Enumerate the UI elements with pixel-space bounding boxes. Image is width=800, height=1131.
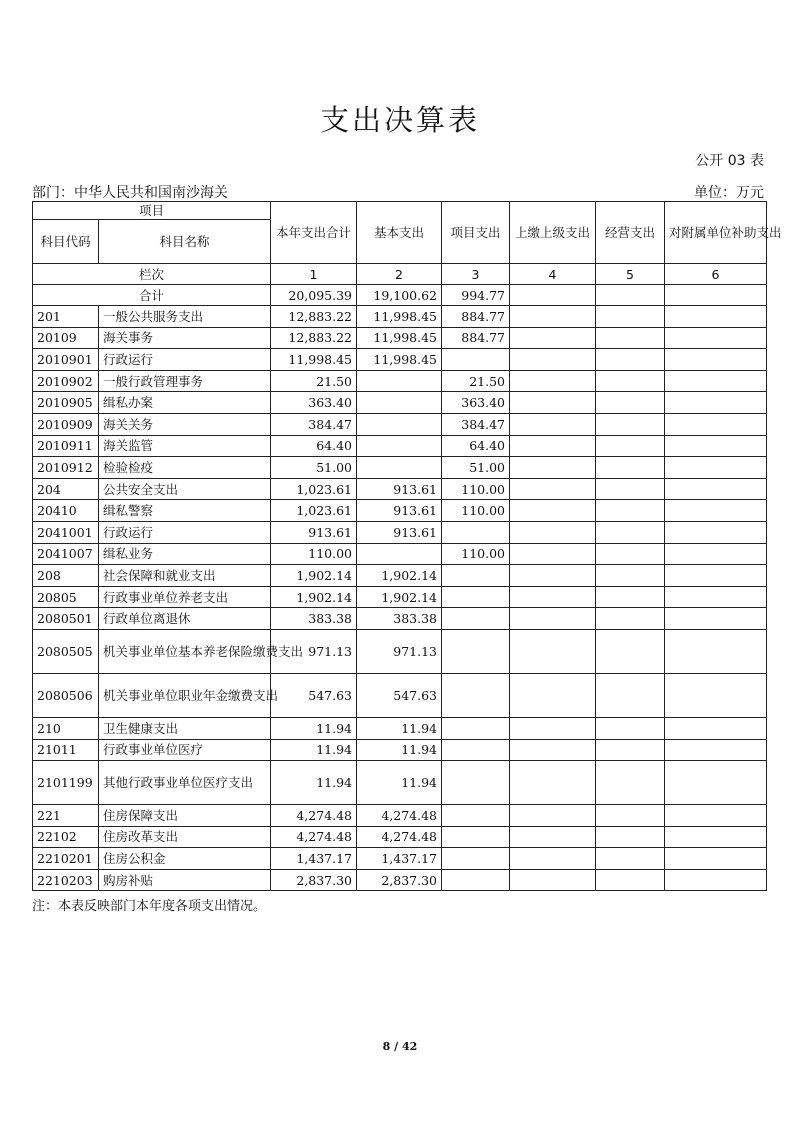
summary-basic: 19,100.62 bbox=[357, 285, 442, 306]
row-subsidy bbox=[665, 543, 767, 565]
row-code: 2010909 bbox=[33, 413, 99, 435]
column-number-row bbox=[33, 264, 767, 285]
row-code: 2210203 bbox=[33, 869, 99, 891]
row-project: 363.40 bbox=[442, 392, 510, 414]
row-project bbox=[442, 586, 510, 608]
row-project: 110.00 bbox=[442, 500, 510, 522]
row-basic: 11.94 bbox=[357, 761, 442, 805]
row-operating bbox=[596, 805, 665, 827]
row-operating bbox=[596, 370, 665, 392]
row-basic: 383.38 bbox=[357, 608, 442, 630]
row-upper bbox=[510, 457, 596, 479]
row-operating bbox=[596, 478, 665, 500]
row-name: 一般公共服务支出 bbox=[99, 306, 271, 328]
row-subsidy bbox=[665, 306, 767, 328]
header-total: 本年支出合计 bbox=[271, 202, 357, 264]
table-row bbox=[33, 848, 767, 870]
row-total: 1,023.61 bbox=[271, 478, 357, 500]
page-number: 8 / 42 bbox=[382, 1040, 418, 1053]
row-basic: 4,274.48 bbox=[357, 826, 442, 848]
row-code: 201 bbox=[33, 306, 99, 328]
row-operating bbox=[596, 435, 665, 457]
row-upper bbox=[510, 349, 596, 371]
row-project bbox=[442, 565, 510, 587]
row-subsidy bbox=[665, 869, 767, 891]
row-upper bbox=[510, 629, 596, 673]
row-subsidy bbox=[665, 761, 767, 805]
row-operating bbox=[596, 392, 665, 414]
row-subsidy bbox=[665, 629, 767, 673]
row-basic: 1,437.17 bbox=[357, 848, 442, 870]
row-total: 1,902.14 bbox=[271, 586, 357, 608]
row-name: 其他行政事业单位医疗支出 bbox=[99, 761, 271, 805]
row-name: 海关关务 bbox=[99, 413, 271, 435]
row-project: 110.00 bbox=[442, 543, 510, 565]
summary-subsidy bbox=[665, 285, 767, 306]
row-name: 一般行政管理事务 bbox=[99, 370, 271, 392]
row-code: 2010901 bbox=[33, 349, 99, 371]
row-operating bbox=[596, 306, 665, 328]
row-basic: 913.61 bbox=[357, 521, 442, 543]
row-total: 2,837.30 bbox=[271, 869, 357, 891]
row-operating bbox=[596, 848, 665, 870]
header-project: 项目支出 bbox=[442, 202, 510, 264]
row-name: 社会保障和就业支出 bbox=[99, 565, 271, 587]
row-subsidy bbox=[665, 848, 767, 870]
col-num: 1 bbox=[271, 264, 357, 285]
row-upper bbox=[510, 435, 596, 457]
row-code: 2010905 bbox=[33, 392, 99, 414]
row-project bbox=[442, 349, 510, 371]
table-row bbox=[33, 349, 767, 371]
row-code: 20410 bbox=[33, 500, 99, 522]
row-subsidy bbox=[665, 500, 767, 522]
row-total: 11,998.45 bbox=[271, 349, 357, 371]
table-row bbox=[33, 521, 767, 543]
row-upper bbox=[510, 608, 596, 630]
table-row bbox=[33, 586, 767, 608]
row-basic bbox=[357, 543, 442, 565]
row-name: 海关监管 bbox=[99, 435, 271, 457]
col-num: 4 bbox=[510, 264, 596, 285]
summary-operating bbox=[596, 285, 665, 306]
row-upper bbox=[510, 565, 596, 587]
table-row bbox=[33, 478, 767, 500]
summary-total: 20,095.39 bbox=[271, 285, 357, 306]
row-basic: 547.63 bbox=[357, 673, 442, 717]
row-code: 210 bbox=[33, 717, 99, 739]
row-operating bbox=[596, 521, 665, 543]
row-name: 机关事业单位职业年金缴费支出 bbox=[99, 673, 271, 717]
table-row bbox=[33, 370, 767, 392]
row-name: 行政运行 bbox=[99, 349, 271, 371]
header-name: 科目名称 bbox=[99, 220, 271, 264]
row-code: 2080505 bbox=[33, 629, 99, 673]
row-operating bbox=[596, 457, 665, 479]
row-total: 21.50 bbox=[271, 370, 357, 392]
row-code: 20109 bbox=[33, 327, 99, 349]
row-basic bbox=[357, 370, 442, 392]
row-code: 208 bbox=[33, 565, 99, 587]
row-upper bbox=[510, 848, 596, 870]
row-basic bbox=[357, 392, 442, 414]
row-operating bbox=[596, 565, 665, 587]
row-subsidy bbox=[665, 739, 767, 761]
row-project: 884.77 bbox=[442, 327, 510, 349]
row-project: 384.47 bbox=[442, 413, 510, 435]
table-row bbox=[33, 327, 767, 349]
row-code: 2041001 bbox=[33, 521, 99, 543]
row-project bbox=[442, 761, 510, 805]
table-row bbox=[33, 629, 767, 673]
row-subsidy bbox=[665, 521, 767, 543]
row-code: 2010912 bbox=[33, 457, 99, 479]
table-row bbox=[33, 673, 767, 717]
row-name: 住房保障支出 bbox=[99, 805, 271, 827]
row-upper bbox=[510, 805, 596, 827]
row-operating bbox=[596, 739, 665, 761]
form-number: 公开 03 表 bbox=[695, 153, 764, 169]
row-basic: 11,998.45 bbox=[357, 327, 442, 349]
row-total: 363.40 bbox=[271, 392, 357, 414]
summary-label: 合计 bbox=[33, 285, 271, 306]
expenditure-table bbox=[32, 201, 782, 891]
summary-row bbox=[33, 285, 767, 306]
table-row bbox=[33, 392, 767, 414]
row-name: 行政事业单位医疗 bbox=[99, 739, 271, 761]
row-code: 204 bbox=[33, 478, 99, 500]
unit-label: 单位：万元 bbox=[694, 185, 764, 201]
header-upper: 上缴上级支出 bbox=[510, 202, 596, 264]
row-upper bbox=[510, 500, 596, 522]
row-project bbox=[442, 848, 510, 870]
row-subsidy bbox=[665, 805, 767, 827]
row-code: 2080506 bbox=[33, 673, 99, 717]
row-name: 购房补贴 bbox=[99, 869, 271, 891]
row-name: 缉私警察 bbox=[99, 500, 271, 522]
row-total: 4,274.48 bbox=[271, 826, 357, 848]
table-row bbox=[33, 457, 767, 479]
row-total: 12,883.22 bbox=[271, 306, 357, 328]
row-project: 884.77 bbox=[442, 306, 510, 328]
header-operating: 经营支出 bbox=[596, 202, 665, 264]
row-basic: 4,274.48 bbox=[357, 805, 442, 827]
row-total: 1,023.61 bbox=[271, 500, 357, 522]
row-subsidy bbox=[665, 370, 767, 392]
table-row bbox=[33, 413, 767, 435]
row-basic bbox=[357, 435, 442, 457]
row-upper bbox=[510, 869, 596, 891]
row-code: 221 bbox=[33, 805, 99, 827]
row-code: 21011 bbox=[33, 739, 99, 761]
row-subsidy bbox=[665, 413, 767, 435]
row-operating bbox=[596, 586, 665, 608]
summary-upper bbox=[510, 285, 596, 306]
col-num: 2 bbox=[357, 264, 442, 285]
row-total: 913.61 bbox=[271, 521, 357, 543]
row-operating bbox=[596, 413, 665, 435]
col-num: 5 bbox=[596, 264, 665, 285]
row-upper bbox=[510, 739, 596, 761]
row-operating bbox=[596, 608, 665, 630]
row-total: 11.94 bbox=[271, 761, 357, 805]
row-project: 21.50 bbox=[442, 370, 510, 392]
table-row bbox=[33, 869, 767, 891]
row-basic: 913.61 bbox=[357, 500, 442, 522]
row-operating bbox=[596, 500, 665, 522]
row-total: 51.00 bbox=[271, 457, 357, 479]
row-upper bbox=[510, 306, 596, 328]
row-project bbox=[442, 629, 510, 673]
row-project bbox=[442, 826, 510, 848]
row-total: 4,274.48 bbox=[271, 805, 357, 827]
department-label: 部门：中华人民共和国南沙海关 bbox=[32, 185, 228, 201]
row-name: 缉私办案 bbox=[99, 392, 271, 414]
row-upper bbox=[510, 761, 596, 805]
table-row bbox=[33, 717, 767, 739]
row-upper bbox=[510, 521, 596, 543]
row-basic: 2,837.30 bbox=[357, 869, 442, 891]
row-operating bbox=[596, 826, 665, 848]
table-row bbox=[33, 306, 767, 328]
header-subsidy: 对附属单位补助支出 bbox=[665, 202, 767, 264]
row-subsidy bbox=[665, 457, 767, 479]
row-basic: 971.13 bbox=[357, 629, 442, 673]
table-row bbox=[33, 543, 767, 565]
header-code: 科目代码 bbox=[33, 220, 99, 264]
header-item: 项目 bbox=[33, 202, 271, 220]
row-basic: 1,902.14 bbox=[357, 586, 442, 608]
row-upper bbox=[510, 543, 596, 565]
table-row bbox=[33, 435, 767, 457]
row-subsidy bbox=[665, 826, 767, 848]
row-code: 2041007 bbox=[33, 543, 99, 565]
row-project bbox=[442, 608, 510, 630]
row-name: 住房改革支出 bbox=[99, 826, 271, 848]
row-name: 机关事业单位基本养老保险缴费支出 bbox=[99, 629, 271, 673]
header-basic: 基本支出 bbox=[357, 202, 442, 264]
row-total: 1,902.14 bbox=[271, 565, 357, 587]
row-upper bbox=[510, 370, 596, 392]
row-basic bbox=[357, 413, 442, 435]
row-name: 卫生健康支出 bbox=[99, 717, 271, 739]
row-subsidy bbox=[665, 586, 767, 608]
row-code: 20805 bbox=[33, 586, 99, 608]
row-subsidy bbox=[665, 349, 767, 371]
row-total: 12,883.22 bbox=[271, 327, 357, 349]
row-total: 547.63 bbox=[271, 673, 357, 717]
row-basic: 11.94 bbox=[357, 739, 442, 761]
row-total: 384.47 bbox=[271, 413, 357, 435]
row-project: 51.00 bbox=[442, 457, 510, 479]
row-code: 2210201 bbox=[33, 848, 99, 870]
row-code: 2101199 bbox=[33, 761, 99, 805]
row-operating bbox=[596, 327, 665, 349]
row-subsidy bbox=[665, 327, 767, 349]
row-basic: 11,998.45 bbox=[357, 349, 442, 371]
row-subsidy bbox=[665, 673, 767, 717]
row-subsidy bbox=[665, 392, 767, 414]
row-name: 行政事业单位养老支出 bbox=[99, 586, 271, 608]
row-subsidy bbox=[665, 565, 767, 587]
table-row bbox=[33, 805, 767, 827]
row-upper bbox=[510, 717, 596, 739]
row-project bbox=[442, 717, 510, 739]
header-col-label: 栏次 bbox=[33, 264, 271, 285]
row-upper bbox=[510, 413, 596, 435]
row-total: 64.40 bbox=[271, 435, 357, 457]
row-name: 住房公积金 bbox=[99, 848, 271, 870]
row-name: 海关事务 bbox=[99, 327, 271, 349]
row-subsidy bbox=[665, 717, 767, 739]
row-code: 2010911 bbox=[33, 435, 99, 457]
row-operating bbox=[596, 717, 665, 739]
row-operating bbox=[596, 629, 665, 673]
row-project bbox=[442, 869, 510, 891]
row-total: 11.94 bbox=[271, 717, 357, 739]
table-row bbox=[33, 761, 767, 805]
row-operating bbox=[596, 761, 665, 805]
row-upper bbox=[510, 478, 596, 500]
row-total: 11.94 bbox=[271, 739, 357, 761]
summary-project: 994.77 bbox=[442, 285, 510, 306]
row-name: 行政单位离退休 bbox=[99, 608, 271, 630]
row-code: 2010902 bbox=[33, 370, 99, 392]
row-operating bbox=[596, 349, 665, 371]
page-title: 支出决算表 bbox=[319, 103, 480, 137]
row-name: 检验检疫 bbox=[99, 457, 271, 479]
row-operating bbox=[596, 673, 665, 717]
table-row bbox=[33, 565, 767, 587]
row-subsidy bbox=[665, 478, 767, 500]
row-total: 383.38 bbox=[271, 608, 357, 630]
row-upper bbox=[510, 327, 596, 349]
row-code: 22102 bbox=[33, 826, 99, 848]
row-basic: 11,998.45 bbox=[357, 306, 442, 328]
row-code: 2080501 bbox=[33, 608, 99, 630]
footnote: 注：本表反映部门本年度各项支出情况。 bbox=[32, 899, 267, 914]
row-total: 110.00 bbox=[271, 543, 357, 565]
row-upper bbox=[510, 586, 596, 608]
row-basic: 11.94 bbox=[357, 717, 442, 739]
row-upper bbox=[510, 826, 596, 848]
row-basic: 913.61 bbox=[357, 478, 442, 500]
table-row bbox=[33, 500, 767, 522]
row-project: 64.40 bbox=[442, 435, 510, 457]
row-subsidy bbox=[665, 608, 767, 630]
col-num: 3 bbox=[442, 264, 510, 285]
table-row bbox=[33, 739, 767, 761]
row-upper bbox=[510, 673, 596, 717]
row-project bbox=[442, 805, 510, 827]
row-project bbox=[442, 739, 510, 761]
row-operating bbox=[596, 869, 665, 891]
row-operating bbox=[596, 543, 665, 565]
table-row bbox=[33, 826, 767, 848]
row-name: 缉私业务 bbox=[99, 543, 271, 565]
col-num: 6 bbox=[665, 264, 767, 285]
row-upper bbox=[510, 392, 596, 414]
table-row bbox=[33, 608, 767, 630]
row-basic bbox=[357, 457, 442, 479]
row-project bbox=[442, 521, 510, 543]
row-name: 行政运行 bbox=[99, 521, 271, 543]
row-subsidy bbox=[665, 435, 767, 457]
row-project bbox=[442, 673, 510, 717]
row-total: 1,437.17 bbox=[271, 848, 357, 870]
row-total: 971.13 bbox=[271, 629, 357, 673]
row-basic: 1,902.14 bbox=[357, 565, 442, 587]
row-project: 110.00 bbox=[442, 478, 510, 500]
row-name: 公共安全支出 bbox=[99, 478, 271, 500]
